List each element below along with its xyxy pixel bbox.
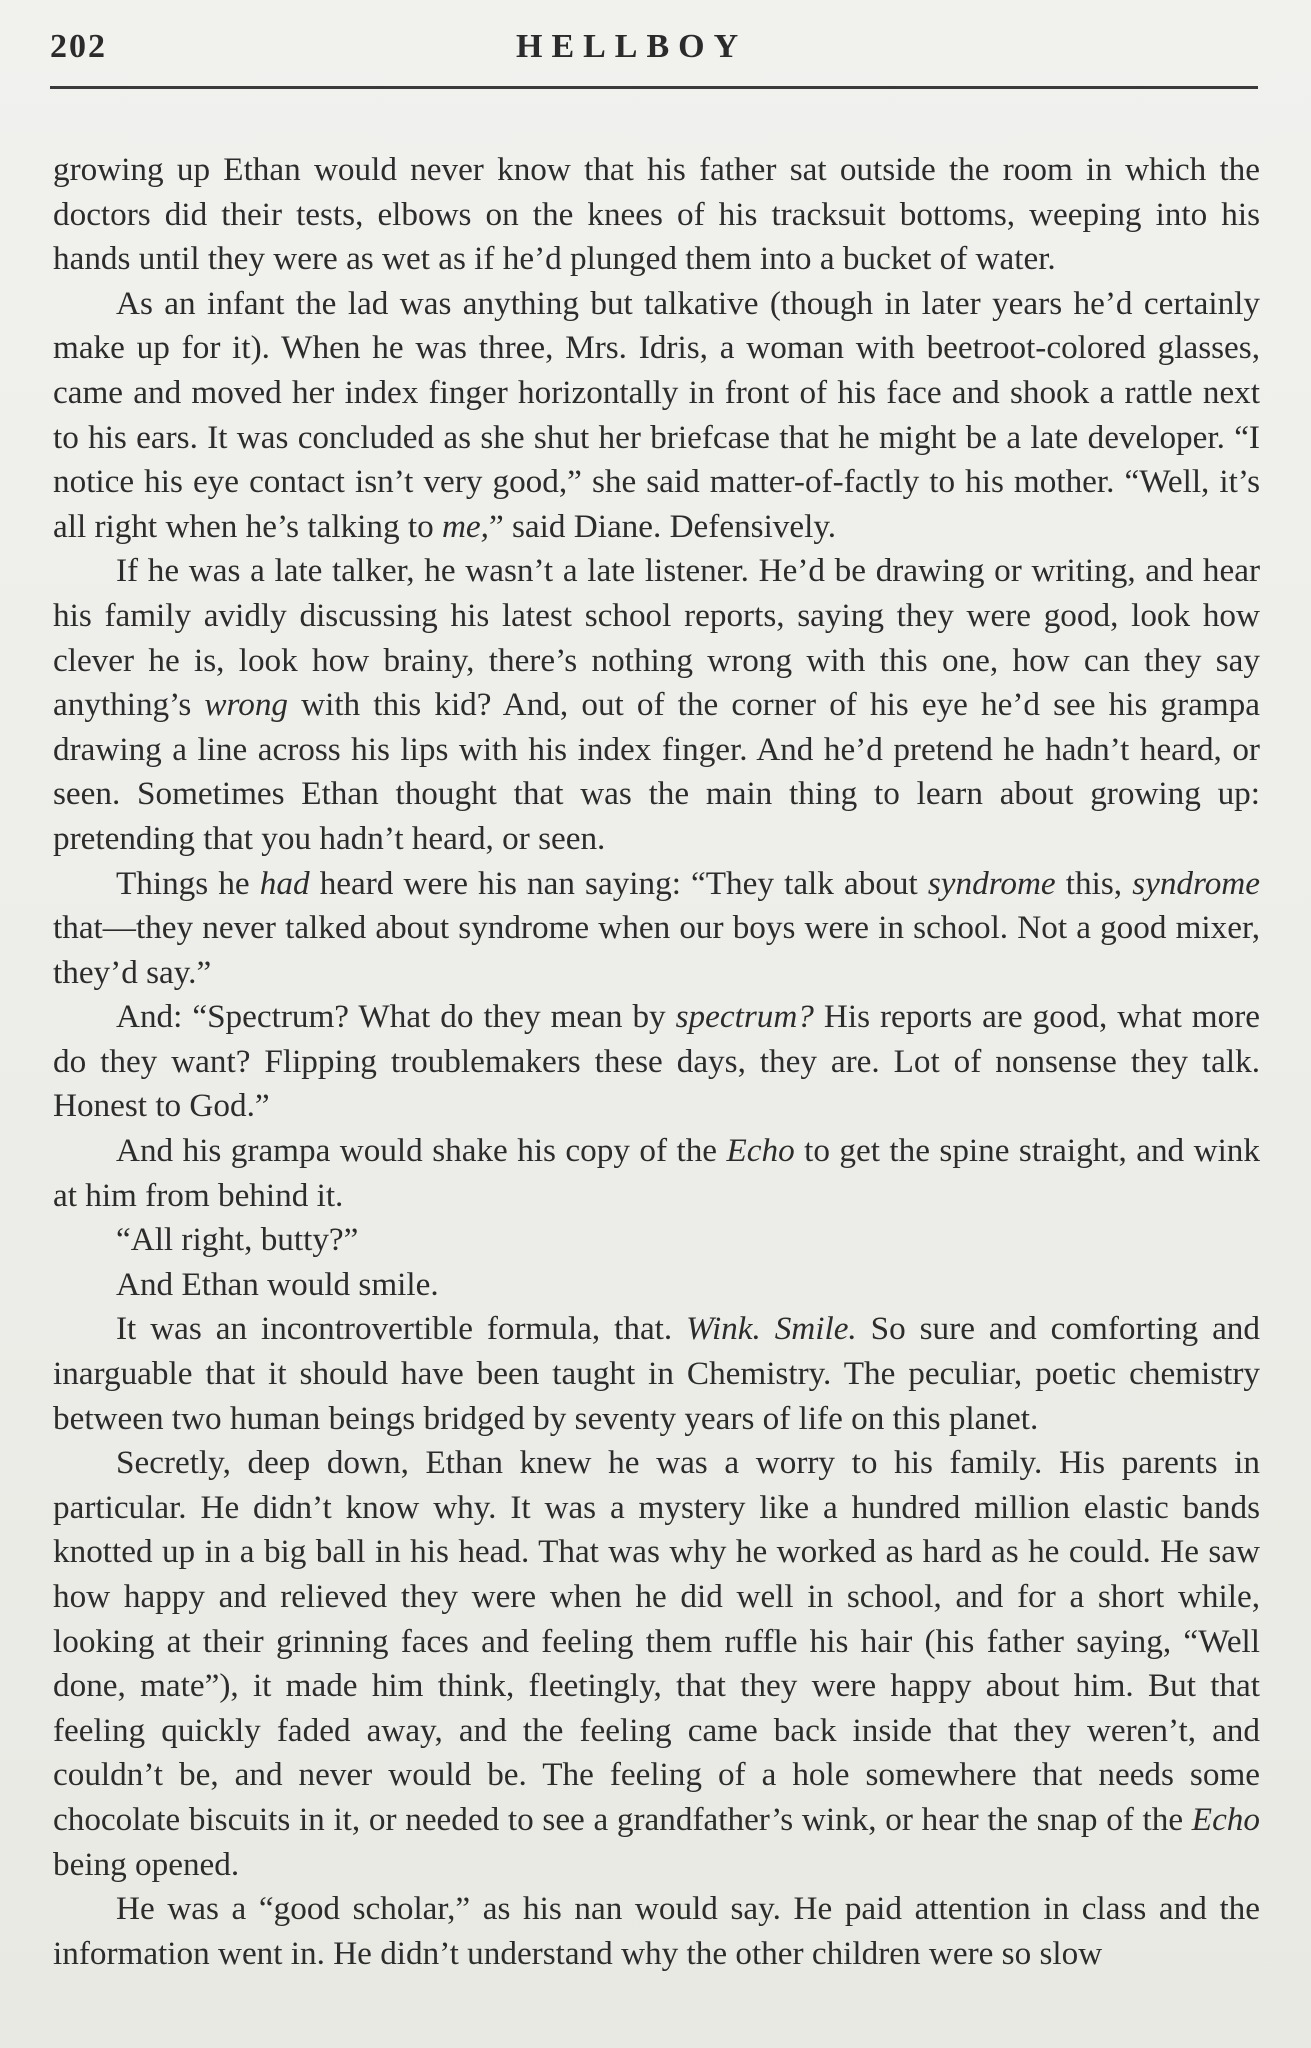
text-run: being opened. <box>53 1845 240 1883</box>
text-run: growing up Ethan would never know that his father sat outside the room in which the doctors did their tests, elbows on the knees of his tracksuit bottoms, weeping into his hands until they were as wet as if he’d plunged them into a bucket of water. <box>53 151 1260 278</box>
body-text <box>53 148 1260 1976</box>
text-run: His reports are good, what more do they want? Flipping troublemakers these days, they are. Lot of nonsense they talk. Honest to God.” <box>53 998 1260 1125</box>
italic-text: Echo <box>1191 1800 1260 1838</box>
book-title: HELLBOY <box>516 28 748 65</box>
paragraph <box>53 148 1260 282</box>
text-run: And his grampa would shake his copy of the <box>116 1132 727 1170</box>
text-run: Secretly, deep down, Ethan knew he was a worry to his family. His parents in particular. He didn’t know why. It was a mystery like a hundred million elastic bands knotted up in a big ball in his head. That was why he worked as hard as he could. He saw how happy and relieved they were when he did well in school, and for a short while, looking at their grinning faces and feeling them ruffle his hair (his father saying, “Well done, mate”), it made him think, fleetingly, that they were happy about him. But that feeling quickly faded away, and the feeling came back inside that they weren’t, and couldn’t be, and never would be. The feeling of a hole somewhere that needs some chocolate biscuits in it, or needed to see a grandfather’s wink, or hear the snap of the <box>53 1444 1260 1838</box>
text-run: “All right, butty?” <box>116 1221 359 1259</box>
text-run: If he was a late talker, he wasn’t a late listener. He’d be drawing or writing, and hear his family avidly discussing his latest school reports, saying they were good, look how clever he is, look how brainy, there’s nothing wrong with this one, how can they say anything’s <box>53 552 1260 724</box>
paragraph <box>53 995 1260 1129</box>
text-run: ” said Diane. Defensively. <box>488 507 837 545</box>
text-run: this, <box>1055 864 1133 902</box>
text-run: It was an incontrovertible formula, that. <box>116 1310 687 1348</box>
italic-text: wrong <box>204 686 289 724</box>
italic-text: me, <box>441 507 489 545</box>
text-run: with this kid? And, out of the corner of his eye he’d see his grampa drawing a line across his lips with his index finger. And he’d pretend he hadn’t heard, or seen. Sometimes Ethan thought that was the main thing to learn about growing up: pretending that you hadn’t heard, or seen. <box>53 686 1260 857</box>
italic-text: spectrum? <box>675 998 814 1036</box>
text-run: He was a “good scholar,” as his nan would say. He paid attention in class and the information went in. He didn’t understand why the other children were so slow <box>53 1890 1260 1972</box>
paragraph <box>53 1887 1260 1976</box>
italic-text: syndrome <box>927 864 1056 902</box>
italic-text: Echo <box>726 1132 795 1170</box>
italic-text: Wink. Smile. <box>686 1310 857 1348</box>
paragraph <box>53 1263 1260 1308</box>
header-rule <box>50 86 1258 89</box>
paragraph <box>53 1307 1260 1441</box>
paragraph <box>53 282 1260 550</box>
paragraph <box>53 862 1260 996</box>
text-run: So sure and comforting and inarguable that it should have been taught in Chemistry. The peculiar, poetic chemistry between two human beings bridged by seventy years of life on this planet. <box>53 1310 1260 1437</box>
text-run: heard were his nan saying: “They talk about <box>309 864 928 902</box>
text-run: As an infant the lad was anything but talkative (though in later years he’d certainly make up for it). When he was three, Mrs. Idris, a woman with beetroot-colored glasses, came and moved her index finger horizontally in front of his face and shook a rattle next to his ears. It was concluded as she shut her briefcase that he might be a late developer. “I notice his eye contact isn’t very good,” she said matter-of-factly to his mother. “Well, it’s all right when he’s talking to <box>53 284 1260 545</box>
paragraph <box>53 1129 1260 1218</box>
running-head <box>50 28 1260 82</box>
paragraph <box>53 549 1260 861</box>
text-run: that—they never talked about syndrome when our boys were in school. Not a good mixer, they’d say.” <box>53 909 1260 991</box>
paragraph <box>53 1441 1260 1887</box>
text-run: And: “Spectrum? What do they mean by <box>116 998 676 1036</box>
italic-text: syndrome <box>1132 864 1260 902</box>
italic-text: had <box>259 864 310 902</box>
paragraph <box>53 1218 1260 1263</box>
text-run: And Ethan would smile. <box>116 1265 439 1303</box>
text-run: Things he <box>116 864 260 902</box>
text-run: to get the spine straight, and wink at him from behind it. <box>53 1132 1260 1214</box>
page-number: 202 <box>50 28 107 65</box>
